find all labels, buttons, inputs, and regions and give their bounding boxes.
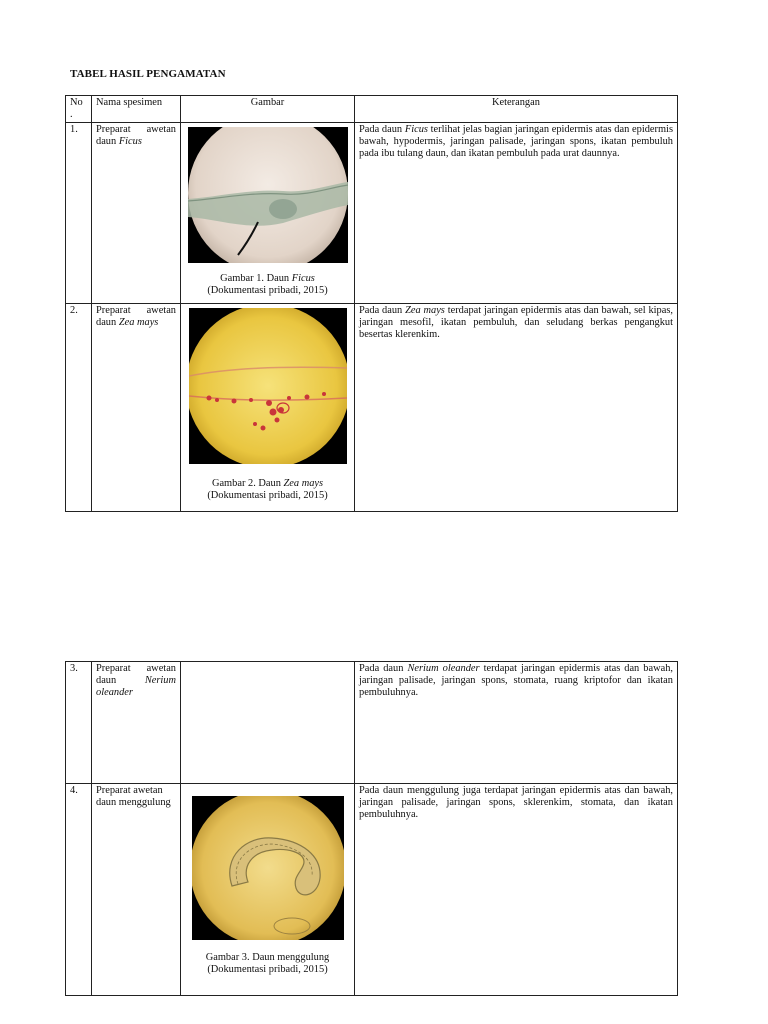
table-row [66,123,678,304]
row-description: Pada daun Ficus terlihat jelas bagian jaringan epidermis atas dan epidermis bawah, hypodermis, jaringan palisade, jaringan spons, ikatan pembuluh pada ibu tulang daun, dan ikatan pembuluh pada urat daunnya. [355,123,678,304]
micrograph-zea-mays [189,308,347,464]
header-desc: Keterangan [355,96,678,123]
table-header-row [66,96,678,123]
figure-caption: Gambar 2. Daun Zea mays (Dokumentasi pribadi, 2015) [207,478,328,501]
row-description: Pada daun menggulung juga terdapat jaringan epidermis atas dan bawah, jaringan palisade, jaringan spons, sklerenkim, stomata, dan ikatan pembuluhnya. [355,784,678,996]
row-number: 2. [66,304,92,512]
header-no: No . [66,96,92,123]
micrograph-ficus [188,127,348,263]
page-title: TABEL HASIL PENGAMATAN [70,68,226,80]
figure-caption: Gambar 1. Daun Ficus (Dokumentasi pribadi, 2015) [207,273,328,296]
micrograph-menggulung [192,796,344,940]
table-row [66,304,678,512]
image-cell [181,123,355,304]
specimen-name: Preparat awetan daun Zea mays [92,304,181,512]
row-number: 4. [66,784,92,996]
header-image: Gambar [181,96,355,123]
image-cell [181,784,355,996]
table-row [66,784,678,996]
row-description: Pada daun Nerium oleander terdapat jaringan epidermis atas dan bawah, jaringan palisade, jaringan spons, stomata, ruang kriptofor dan ikatan pembuluhnya. [355,662,678,784]
specimen-name: Preparat awetan daun menggulung [92,784,181,996]
row-description: Pada daun Zea mays terdapat jaringan epidermis atas dan bawah, sel kipas, jaringan mesofil, ikatan pembuluh, dan seludang berkas pengangkut besertas klerenkim. [355,304,678,512]
specimen-name: Preparat awetan daun Nerium oleander [92,662,181,784]
observation-table-part-2 [65,661,678,996]
image-cell [181,304,355,512]
observation-table-part-1 [65,95,678,512]
specimen-name: Preparat awetan daun Ficus [92,123,181,304]
figure-caption: Gambar 3. Daun menggulung (Dokumentasi pribadi, 2015) [205,952,330,975]
table-row [66,662,678,784]
row-number: 1. [66,123,92,304]
image-cell-empty [181,662,355,784]
row-number: 3. [66,662,92,784]
header-name: Nama spesimen [92,96,181,123]
